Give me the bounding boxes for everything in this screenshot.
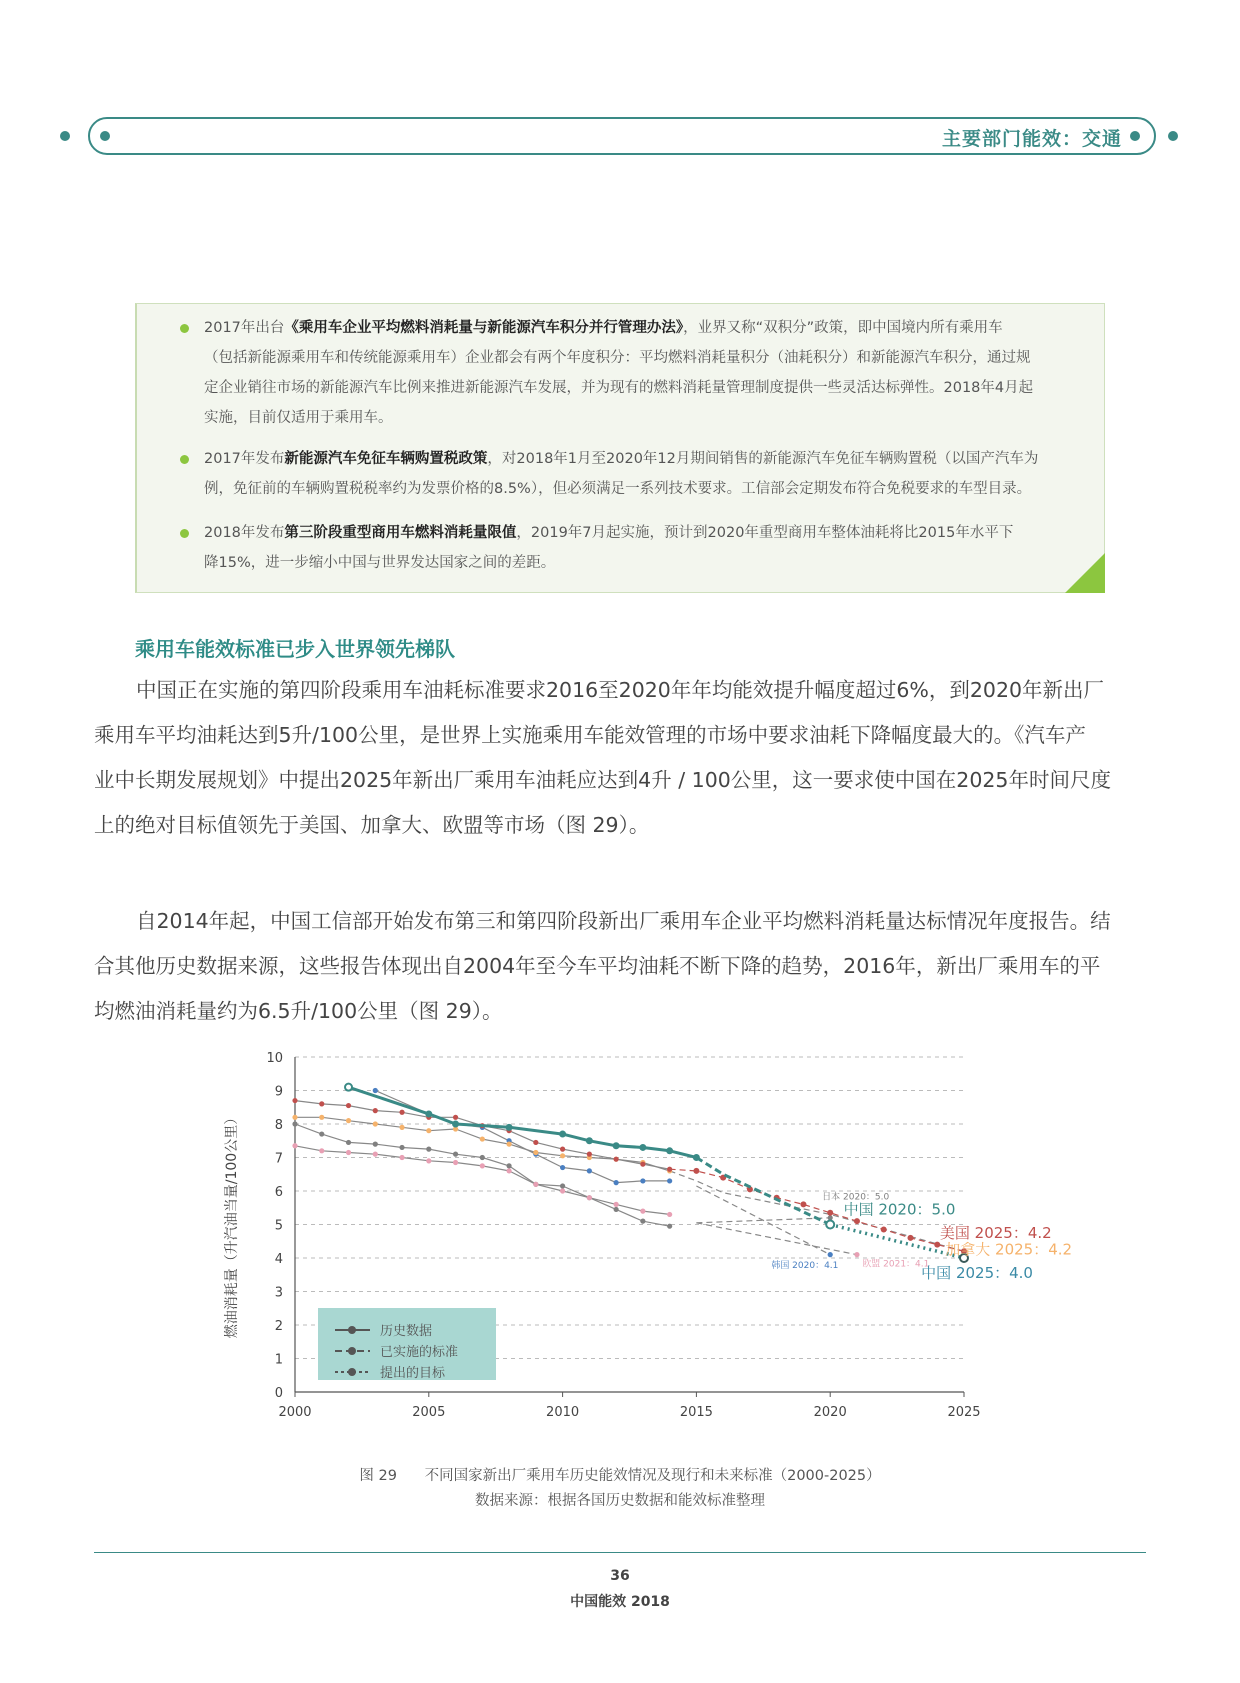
header-dot-left-inner <box>100 131 110 141</box>
x-tick-label: 2010 <box>546 1405 580 1420</box>
policy-item-prefix: 2018年发布 <box>204 525 285 541</box>
historical-point <box>506 1142 511 1147</box>
series-annotation: 美国 2025：4.2 <box>939 1223 1052 1242</box>
historical-point <box>614 1202 619 1207</box>
y-tick-label: 3 <box>274 1285 283 1301</box>
target-point <box>826 1221 834 1229</box>
historical-point <box>453 1152 458 1157</box>
historical-point <box>693 1154 700 1161</box>
x-tick-label: 2015 <box>679 1405 713 1420</box>
historical-point <box>452 1121 459 1128</box>
historical-point <box>614 1180 619 1185</box>
standard-point <box>828 1252 833 1257</box>
historical-point <box>560 1165 565 1170</box>
historical-point <box>319 1148 324 1153</box>
historical-point <box>666 1147 673 1154</box>
legend-label: 已实施的标准 <box>380 1345 459 1360</box>
series-annotation: 日本 2020：5.0 <box>822 1192 890 1203</box>
historical-point <box>667 1167 672 1172</box>
box-corner-decoration <box>1065 553 1105 593</box>
historical-point <box>639 1144 646 1151</box>
historical-point <box>587 1152 592 1157</box>
historical-point <box>292 1143 297 1148</box>
bullet-icon <box>180 324 189 333</box>
policy-item-title: 《乘用车企业平均燃料消耗量与新能源汽车积分并行管理办法》 <box>284 320 684 336</box>
historical-point <box>640 1219 645 1224</box>
historical-point <box>399 1155 404 1160</box>
historical-point <box>292 1098 297 1103</box>
policy-item-prefix: 2017年出台 <box>204 320 285 336</box>
series-annotation: 韩国 2020：4.1 <box>771 1261 839 1272</box>
standard-point <box>693 1168 699 1174</box>
historical-point <box>373 1088 378 1093</box>
y-tick-label: 9 <box>274 1084 283 1100</box>
bullet-icon <box>180 455 189 464</box>
policy-item-title: 第三阶段重型商用车燃料消耗量限值 <box>284 525 517 541</box>
paragraph-line: 自2014年起，中国工信部开始发布第三和第四阶段新出厂乘用车企业平均燃料消耗量达标情况年度报告。结 <box>136 909 1111 933</box>
legend-label: 提出的目标 <box>380 1366 446 1381</box>
historical-point <box>506 1168 511 1173</box>
historical-point <box>346 1103 351 1108</box>
historical-point <box>426 1128 431 1133</box>
historical-point <box>319 1115 324 1120</box>
legend-marker <box>348 1326 356 1334</box>
historical-point <box>667 1212 672 1217</box>
series-annotation: 欧盟 2021：4.1 <box>862 1259 930 1270</box>
paragraph-line: 业中长期发展规划》中提出2025年新出厂乘用车油耗应达到4升 / 100公里，这一要求使中国在2025年时间尺度 <box>94 768 1111 792</box>
historical-point <box>614 1157 619 1162</box>
x-tick-label: 2000 <box>278 1405 312 1420</box>
historical-point <box>346 1150 351 1155</box>
policy-item <box>180 444 1070 504</box>
standard-point <box>800 1201 806 1207</box>
legend-label: 历史数据 <box>380 1324 433 1339</box>
x-tick-label: 2005 <box>412 1405 446 1420</box>
body-paragraph-1 <box>94 668 1146 848</box>
historical-point <box>453 1115 458 1120</box>
historical-point <box>426 1147 431 1152</box>
historical-point <box>640 1209 645 1214</box>
historical-point <box>560 1188 565 1193</box>
historical-point <box>586 1137 593 1144</box>
historical-point <box>292 1115 297 1120</box>
historical-point <box>533 1140 538 1145</box>
historical-point <box>506 1124 513 1131</box>
historical-point <box>613 1142 620 1149</box>
x-tick-label: 2025 <box>947 1405 981 1420</box>
policy-item-prefix: 2017年发布 <box>204 451 285 467</box>
historical-point <box>319 1101 324 1106</box>
historical-point <box>426 1158 431 1163</box>
header-dot-left-outer <box>60 131 70 141</box>
historical-point <box>373 1152 378 1157</box>
historical-point <box>667 1224 672 1229</box>
historical-point <box>560 1183 565 1188</box>
y-tick-label: 1 <box>274 1352 283 1368</box>
historical-point <box>292 1121 297 1126</box>
historical-point <box>373 1121 378 1126</box>
section-title: 主要部门能效：交通 <box>941 128 1122 150</box>
body-paragraph-2 <box>94 899 1146 1034</box>
historical-point <box>425 1110 432 1117</box>
policy-item-text: 降15%，进一步缩小中国与世界发达国家之间的差距。 <box>204 555 556 571</box>
historical-point <box>480 1155 485 1160</box>
header-dot-right-inner <box>1130 131 1140 141</box>
standard-point <box>827 1210 833 1216</box>
standard-line <box>696 1186 830 1255</box>
historical-point <box>640 1178 645 1183</box>
standard-point <box>854 1218 860 1224</box>
paragraph-line: 上的绝对目标值领先于美国、加拿大、欧盟等市场（图 29）。 <box>94 813 650 837</box>
header-dot-right-outer <box>1168 131 1178 141</box>
series-annotation: 中国 2025：4.0 <box>921 1264 1033 1283</box>
page-number: 36 <box>610 1568 630 1584</box>
standard-point <box>881 1227 887 1233</box>
historical-point <box>373 1108 378 1113</box>
policy-item-text: ，业界又称“双积分”政策，即中国境内所有乘用车 <box>683 320 1003 336</box>
y-tick-label: 7 <box>274 1151 283 1167</box>
footer-divider <box>94 1552 1146 1553</box>
historical-point <box>667 1178 672 1183</box>
y-tick-label: 5 <box>274 1218 283 1234</box>
publication-name: 中国能效 2018 <box>570 1594 670 1610</box>
y-tick-label: 2 <box>274 1319 283 1334</box>
y-tick-label: 0 <box>274 1386 283 1401</box>
historical-point <box>533 1182 538 1187</box>
historical-point <box>587 1195 592 1200</box>
series-annotation: 中国 2020：5.0 <box>843 1200 956 1219</box>
policy-item-text: （包括新能源乘用车和传统能源乘用车）企业都会有两个年度积分：平均燃料消耗量积分（油耗积分）和新能源汽车积分，通过规 <box>204 350 1031 366</box>
policy-item-text: ，对2018年1月至2020年12月期间销售的新能源汽车免征车辆购置税（以国产汽车为 <box>487 451 1039 467</box>
paragraph-line: 均燃油消耗量约为6.5升/100公里（图 29）。 <box>94 999 503 1023</box>
figure-caption: 图 29 不同国家新出厂乘用车历史能效情况及现行和未来标准（2000-2025） <box>359 1468 881 1484</box>
legend-marker <box>348 1347 356 1355</box>
bullet-icon <box>180 529 189 538</box>
x-tick-label: 2020 <box>813 1405 847 1420</box>
standard-point <box>934 1242 940 1248</box>
policy-item-text: 实施，目前仅适用于乘用车。 <box>204 410 393 426</box>
paragraph-line: 合其他历史数据来源，这些报告体现出自2004年至今车平均油耗不断下降的趋势，2016年，新出厂乘用车的平 <box>94 954 1101 978</box>
standard-point <box>854 1252 859 1257</box>
historical-point <box>533 1150 538 1155</box>
policy-item-text: 定企业销往市场的新能源汽车比例来推进新能源汽车发展，并为现有的燃料消耗量管理制度提供一些灵活达标弹性。2018年4月起 <box>204 380 1034 396</box>
paragraph-line: 中国正在实施的第四阶段乘用车油耗标准要求2016至2020年年均能效提升幅度超过6%，到2020年新出厂 <box>136 678 1105 702</box>
figure-source: 数据来源：根据各国历史数据和能效标准整理 <box>475 1493 765 1509</box>
legend-marker <box>348 1368 356 1376</box>
historical-point <box>399 1125 404 1130</box>
historical-point <box>453 1160 458 1165</box>
policy-item-text: 例，免征前的车辆购置税税率约为发票价格的8.5%），但必须满足一系列技术要求。工信部会定期发布符合免税要求的车型目录。 <box>204 481 1032 497</box>
historical-point <box>560 1153 565 1158</box>
historical-point <box>399 1145 404 1150</box>
fuel-consumption-chart <box>200 1040 1100 1455</box>
standard-point <box>907 1235 913 1241</box>
y-tick-label: 4 <box>274 1252 283 1267</box>
historical-point <box>506 1163 511 1168</box>
policy-item <box>180 313 1070 433</box>
historical-point <box>399 1110 404 1115</box>
historical-point <box>559 1131 566 1138</box>
historical-point <box>560 1147 565 1152</box>
historical-point <box>640 1162 645 1167</box>
policy-item-text: ，2019年7月起实施，预计到2020年重型商用车整体油耗将比2015年水平下 <box>516 525 1014 541</box>
policy-item-title: 新能源汽车免征车辆购置税政策 <box>284 451 488 467</box>
y-axis-label: 燃油消耗量（升汽油当量/100公里） <box>224 1110 240 1339</box>
historical-point <box>480 1163 485 1168</box>
historical-point <box>346 1140 351 1145</box>
y-tick-label: 10 <box>266 1051 283 1066</box>
series-annotation: 加拿大 2025：4.2 <box>945 1240 1073 1259</box>
historical-point <box>373 1142 378 1147</box>
y-tick-label: 6 <box>274 1185 283 1200</box>
policy-item <box>180 518 1070 578</box>
y-tick-label: 8 <box>274 1118 283 1133</box>
section-heading: 乘用车能效标准已步入世界领先梯队 <box>135 637 455 661</box>
historical-point <box>346 1118 351 1123</box>
paragraph-line: 乘用车平均油耗达到5升/100公里，是世界上实施乘用车能效管理的市场中要求油耗下降幅度最大的。《汽车产 <box>94 723 1086 747</box>
historical-point <box>587 1168 592 1173</box>
historical-point <box>480 1136 485 1141</box>
historical-point <box>614 1207 619 1212</box>
historical-point <box>345 1084 352 1091</box>
historical-point <box>319 1131 324 1136</box>
